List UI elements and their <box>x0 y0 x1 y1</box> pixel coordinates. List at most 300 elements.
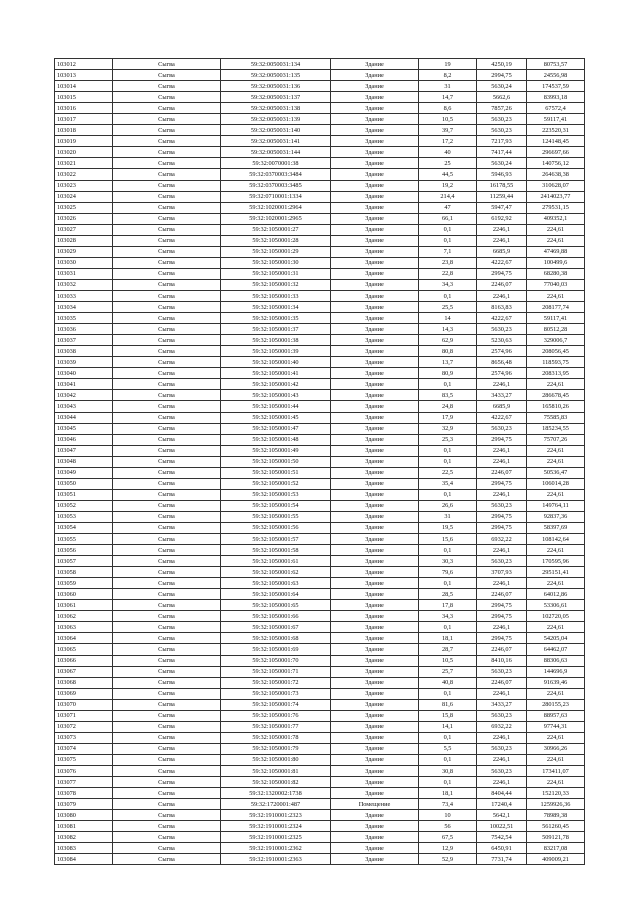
locality-cell: Сыгва <box>113 224 221 235</box>
row-number-cell: 103043 <box>55 401 113 412</box>
object-type-cell: Здание <box>331 732 419 743</box>
row-number-cell: 103025 <box>55 202 113 213</box>
area-cell: 17,9 <box>419 412 477 423</box>
cadastral-number-cell: 59:32:1050001:62 <box>221 567 331 578</box>
row-number-cell: 103053 <box>55 511 113 522</box>
cadastral-value-cell: 208313,95 <box>527 368 585 379</box>
row-number-cell: 103061 <box>55 600 113 611</box>
area-cell: 0,1 <box>419 489 477 500</box>
unit-value-cell: 2994,75 <box>477 600 527 611</box>
cadastral-number-cell: 59:32:1050001:28 <box>221 235 331 246</box>
cadastral-number-cell: 59:32:1910001:2324 <box>221 821 331 832</box>
cadastral-number-cell: 59:32:1050001:78 <box>221 732 331 743</box>
unit-value-cell: 2574,96 <box>477 346 527 357</box>
area-cell: 25 <box>419 158 477 169</box>
row-number-cell: 103034 <box>55 302 113 313</box>
object-type-cell: Здание <box>331 578 419 589</box>
row-number-cell: 103070 <box>55 699 113 710</box>
row-number-cell: 103048 <box>55 456 113 467</box>
row-number-cell: 103030 <box>55 257 113 268</box>
unit-value-cell: 2994,75 <box>477 434 527 445</box>
row-number-cell: 103045 <box>55 423 113 434</box>
area-cell: 17,2 <box>419 136 477 147</box>
object-type-cell: Здание <box>331 191 419 202</box>
cadastral-number-cell: 59:32:1050001:29 <box>221 246 331 257</box>
area-cell: 28,5 <box>419 589 477 600</box>
unit-value-cell: 5946,93 <box>477 169 527 180</box>
area-cell: 10,5 <box>419 114 477 125</box>
unit-value-cell: 4222,67 <box>477 412 527 423</box>
locality-cell: Сыгва <box>113 556 221 567</box>
object-type-cell: Здание <box>331 743 419 754</box>
cadastral-value-cell: 78989,38 <box>527 810 585 821</box>
unit-value-cell: 5230,63 <box>477 335 527 346</box>
row-number-cell: 103065 <box>55 644 113 655</box>
cadastral-number-cell: 59:32:1050001:31 <box>221 268 331 279</box>
row-number-cell: 103031 <box>55 268 113 279</box>
table-row <box>55 147 585 158</box>
row-number-cell: 103024 <box>55 191 113 202</box>
row-number-cell: 103063 <box>55 622 113 633</box>
row-number-cell: 103023 <box>55 180 113 191</box>
locality-cell: Сыгва <box>113 213 221 224</box>
row-number-cell: 103064 <box>55 633 113 644</box>
area-cell: 22,5 <box>419 467 477 478</box>
cadastral-value-cell: 75707,26 <box>527 434 585 445</box>
unit-value-cell: 7542,54 <box>477 832 527 843</box>
unit-value-cell: 6932,22 <box>477 534 527 545</box>
row-number-cell: 103033 <box>55 290 113 301</box>
cadastral-number-cell: 59:32:0050031:138 <box>221 103 331 114</box>
unit-value-cell: 5630,23 <box>477 556 527 567</box>
area-cell: 0,1 <box>419 456 477 467</box>
unit-value-cell: 6685,9 <box>477 246 527 257</box>
table-row <box>55 125 585 136</box>
locality-cell: Сыгва <box>113 489 221 500</box>
unit-value-cell: 2994,75 <box>477 522 527 533</box>
locality-cell: Сыгва <box>113 710 221 721</box>
cadastral-value-cell: 561260,45 <box>527 821 585 832</box>
area-cell: 8,2 <box>419 70 477 81</box>
locality-cell: Сыгва <box>113 854 221 865</box>
unit-value-cell: 6192,92 <box>477 213 527 224</box>
unit-value-cell: 5630,23 <box>477 710 527 721</box>
cadastral-number-cell: 59:32:1050001:33 <box>221 290 331 301</box>
table-row <box>55 578 585 589</box>
area-cell: 14,1 <box>419 721 477 732</box>
unit-value-cell: 7731,74 <box>477 854 527 865</box>
area-cell: 30,3 <box>419 556 477 567</box>
cadastral-value-cell: 102720,05 <box>527 611 585 622</box>
table-row <box>55 688 585 699</box>
unit-value-cell: 2246,1 <box>477 235 527 246</box>
area-cell: 62,9 <box>419 335 477 346</box>
unit-value-cell: 2246,07 <box>477 279 527 290</box>
unit-value-cell: 2246,1 <box>477 489 527 500</box>
table-row <box>55 445 585 456</box>
cadastral-value-cell: 59117,41 <box>527 313 585 324</box>
area-cell: 19,2 <box>419 180 477 191</box>
locality-cell: Сыгва <box>113 114 221 125</box>
table-row <box>55 158 585 169</box>
table-row <box>55 401 585 412</box>
cadastral-number-cell: 59:32:1050001:82 <box>221 777 331 788</box>
locality-cell: Сыгва <box>113 699 221 710</box>
object-type-cell: Здание <box>331 169 419 180</box>
locality-cell: Сыгва <box>113 843 221 854</box>
cadastral-value-cell: 47469,88 <box>527 246 585 257</box>
object-type-cell: Здание <box>331 224 419 235</box>
locality-cell: Сыгва <box>113 777 221 788</box>
row-number-cell: 103041 <box>55 379 113 390</box>
object-type-cell: Здание <box>331 545 419 556</box>
table-row <box>55 622 585 633</box>
cadastral-value-cell: 329006,7 <box>527 335 585 346</box>
table-row <box>55 279 585 290</box>
row-number-cell: 103071 <box>55 710 113 721</box>
table-row <box>55 412 585 423</box>
area-cell: 56 <box>419 821 477 832</box>
cadastral-number-cell: 59:32:1050001:35 <box>221 313 331 324</box>
table-row <box>55 644 585 655</box>
object-type-cell: Здание <box>331 644 419 655</box>
locality-cell: Сыгва <box>113 290 221 301</box>
area-cell: 19 <box>419 59 477 70</box>
row-number-cell: 103012 <box>55 59 113 70</box>
locality-cell: Сыгва <box>113 246 221 257</box>
cadastral-number-cell: 59:32:1050001:39 <box>221 346 331 357</box>
row-number-cell: 103080 <box>55 810 113 821</box>
object-type-cell: Здание <box>331 434 419 445</box>
row-number-cell: 103067 <box>55 666 113 677</box>
area-cell: 25,5 <box>419 302 477 313</box>
area-cell: 80,9 <box>419 368 477 379</box>
object-type-cell: Здание <box>331 412 419 423</box>
cadastral-value-cell: 97744,31 <box>527 721 585 732</box>
row-number-cell: 103051 <box>55 489 113 500</box>
object-type-cell: Здание <box>331 766 419 777</box>
table-row <box>55 180 585 191</box>
object-type-cell: Здание <box>331 445 419 456</box>
table-row <box>55 434 585 445</box>
cadastral-value-table <box>54 58 585 865</box>
locality-cell: Сыгва <box>113 390 221 401</box>
table-row <box>55 324 585 335</box>
area-cell: 80,8 <box>419 346 477 357</box>
unit-value-cell: 2246,1 <box>477 445 527 456</box>
unit-value-cell: 5630,24 <box>477 158 527 169</box>
area-cell: 66,1 <box>419 213 477 224</box>
cadastral-value-cell: 100499,6 <box>527 257 585 268</box>
cadastral-number-cell: 59:32:1910001:2362 <box>221 843 331 854</box>
row-number-cell: 103044 <box>55 412 113 423</box>
cadastral-number-cell: 59:32:0370003:3485 <box>221 180 331 191</box>
unit-value-cell: 2246,1 <box>477 224 527 235</box>
row-number-cell: 103058 <box>55 567 113 578</box>
object-type-cell: Здание <box>331 556 419 567</box>
table-row <box>55 710 585 721</box>
area-cell: 23,8 <box>419 257 477 268</box>
cadastral-value-cell: 83217,08 <box>527 843 585 854</box>
table-body <box>55 59 585 865</box>
cadastral-value-cell: 296697,66 <box>527 147 585 158</box>
table-row <box>55 114 585 125</box>
cadastral-number-cell: 59:32:1020001:2965 <box>221 213 331 224</box>
cadastral-value-cell: 140756,12 <box>527 158 585 169</box>
cadastral-number-cell: 59:32:1720001:487 <box>221 799 331 810</box>
cadastral-number-cell: 59:32:1050001:40 <box>221 357 331 368</box>
cadastral-value-cell: 58397,69 <box>527 522 585 533</box>
unit-value-cell: 2246,1 <box>477 456 527 467</box>
locality-cell: Сыгва <box>113 611 221 622</box>
area-cell: 81,6 <box>419 699 477 710</box>
object-type-cell: Здание <box>331 103 419 114</box>
cadastral-value-cell: 124148,45 <box>527 136 585 147</box>
locality-cell: Сыгва <box>113 766 221 777</box>
row-number-cell: 103019 <box>55 136 113 147</box>
object-type-cell: Здание <box>331 655 419 666</box>
locality-cell: Сыгва <box>113 644 221 655</box>
object-type-cell: Здание <box>331 423 419 434</box>
cadastral-value-cell: 224,61 <box>527 224 585 235</box>
unit-value-cell: 2246,1 <box>477 622 527 633</box>
cadastral-number-cell: 59:32:1050001:81 <box>221 766 331 777</box>
row-number-cell: 103013 <box>55 70 113 81</box>
cadastral-number-cell: 59:32:1050001:47 <box>221 423 331 434</box>
locality-cell: Сыгва <box>113 788 221 799</box>
table-row <box>55 246 585 257</box>
locality-cell: Сыгва <box>113 677 221 688</box>
area-cell: 34,3 <box>419 279 477 290</box>
row-number-cell: 103036 <box>55 324 113 335</box>
cadastral-value-cell: 409009,21 <box>527 854 585 865</box>
object-type-cell: Здание <box>331 390 419 401</box>
cadastral-number-cell: 59:32:1050001:56 <box>221 522 331 533</box>
table-row <box>55 611 585 622</box>
cadastral-value-cell: 173411,07 <box>527 766 585 777</box>
unit-value-cell: 2246,1 <box>477 379 527 390</box>
locality-cell: Сыгва <box>113 500 221 511</box>
row-number-cell: 103081 <box>55 821 113 832</box>
area-cell: 5,5 <box>419 743 477 754</box>
cadastral-value-cell: 310628,07 <box>527 180 585 191</box>
object-type-cell: Здание <box>331 335 419 346</box>
cadastral-number-cell: 59:32:1050001:79 <box>221 743 331 754</box>
cadastral-value-cell: 224,61 <box>527 379 585 390</box>
cadastral-number-cell: 59:32:0050031:137 <box>221 92 331 103</box>
locality-cell: Сыгва <box>113 821 221 832</box>
cadastral-number-cell: 59:32:0050031:134 <box>221 59 331 70</box>
cadastral-value-cell: 106014,28 <box>527 478 585 489</box>
area-cell: 24,8 <box>419 401 477 412</box>
locality-cell: Сыгва <box>113 754 221 765</box>
area-cell: 73,4 <box>419 799 477 810</box>
unit-value-cell: 4222,67 <box>477 313 527 324</box>
area-cell: 32,9 <box>419 423 477 434</box>
locality-cell: Сыгва <box>113 434 221 445</box>
area-cell: 31 <box>419 81 477 92</box>
cadastral-number-cell: 59:32:1050001:70 <box>221 655 331 666</box>
table-row <box>55 788 585 799</box>
unit-value-cell: 10022,51 <box>477 821 527 832</box>
table-row <box>55 721 585 732</box>
table-row <box>55 59 585 70</box>
table-row <box>55 556 585 567</box>
cadastral-number-cell: 59:32:1050001:65 <box>221 600 331 611</box>
row-number-cell: 103075 <box>55 754 113 765</box>
cadastral-number-cell: 59:32:1050001:57 <box>221 534 331 545</box>
cadastral-value-cell: 224,61 <box>527 489 585 500</box>
unit-value-cell: 2246,07 <box>477 467 527 478</box>
cadastral-value-cell: 1259926,36 <box>527 799 585 810</box>
cadastral-number-cell: 59:32:1050001:42 <box>221 379 331 390</box>
object-type-cell: Здание <box>331 114 419 125</box>
table-row <box>55 589 585 600</box>
cadastral-number-cell: 59:32:0050031:139 <box>221 114 331 125</box>
locality-cell: Сыгва <box>113 401 221 412</box>
area-cell: 214,4 <box>419 191 477 202</box>
object-type-cell: Здание <box>331 854 419 865</box>
area-cell: 15,8 <box>419 710 477 721</box>
locality-cell: Сыгва <box>113 158 221 169</box>
cadastral-value-cell: 509121,78 <box>527 832 585 843</box>
locality-cell: Сыгва <box>113 545 221 556</box>
locality-cell: Сыгва <box>113 534 221 545</box>
table-row <box>55 832 585 843</box>
cadastral-number-cell: 59:32:1050001:73 <box>221 688 331 699</box>
unit-value-cell: 2246,07 <box>477 589 527 600</box>
table-row <box>55 821 585 832</box>
cadastral-number-cell: 59:32:0050031:136 <box>221 81 331 92</box>
row-number-cell: 103068 <box>55 677 113 688</box>
row-number-cell: 103062 <box>55 611 113 622</box>
cadastral-value-cell: 144696,9 <box>527 666 585 677</box>
object-type-cell: Здание <box>331 699 419 710</box>
cadastral-number-cell: 59:32:1050001:44 <box>221 401 331 412</box>
cadastral-value-cell: 409352,1 <box>527 213 585 224</box>
area-cell: 40,8 <box>419 677 477 688</box>
object-type-cell: Здание <box>331 777 419 788</box>
unit-value-cell: 8656,48 <box>477 357 527 368</box>
area-cell: 14 <box>419 313 477 324</box>
object-type-cell: Здание <box>331 290 419 301</box>
table-row <box>55 191 585 202</box>
table-row <box>55 379 585 390</box>
locality-cell: Сыгва <box>113 578 221 589</box>
table-row <box>55 81 585 92</box>
object-type-cell: Здание <box>331 710 419 721</box>
area-cell: 12,9 <box>419 843 477 854</box>
cadastral-value-cell: 185234,55 <box>527 423 585 434</box>
cadastral-number-cell: 59:32:1050001:38 <box>221 335 331 346</box>
object-type-cell: Здание <box>331 268 419 279</box>
cadastral-value-cell: 108142,64 <box>527 534 585 545</box>
area-cell: 7,1 <box>419 246 477 257</box>
cadastral-value-cell: 224,61 <box>527 732 585 743</box>
unit-value-cell: 2246,1 <box>477 754 527 765</box>
cadastral-number-cell: 59:32:0050031:135 <box>221 70 331 81</box>
locality-cell: Сыгва <box>113 191 221 202</box>
unit-value-cell: 5662,6 <box>477 92 527 103</box>
area-cell: 10,5 <box>419 655 477 666</box>
object-type-cell: Здание <box>331 147 419 158</box>
unit-value-cell: 8163,83 <box>477 302 527 313</box>
locality-cell: Сыгва <box>113 633 221 644</box>
row-number-cell: 103079 <box>55 799 113 810</box>
row-number-cell: 103057 <box>55 556 113 567</box>
cadastral-value-cell: 224,61 <box>527 290 585 301</box>
cadastral-number-cell: 59:32:1050001:54 <box>221 500 331 511</box>
locality-cell: Сыгва <box>113 511 221 522</box>
object-type-cell: Здание <box>331 92 419 103</box>
object-type-cell: Здание <box>331 125 419 136</box>
unit-value-cell: 8404,44 <box>477 788 527 799</box>
unit-value-cell: 2246,1 <box>477 578 527 589</box>
table-row <box>55 478 585 489</box>
row-number-cell: 103046 <box>55 434 113 445</box>
locality-cell: Сыгва <box>113 655 221 666</box>
table-row <box>55 136 585 147</box>
locality-cell: Сыгва <box>113 688 221 699</box>
area-cell: 15,6 <box>419 534 477 545</box>
cadastral-number-cell: 59:32:0050031:141 <box>221 136 331 147</box>
object-type-cell: Здание <box>331 158 419 169</box>
area-cell: 19,5 <box>419 522 477 533</box>
cadastral-value-cell: 88306,63 <box>527 655 585 666</box>
unit-value-cell: 16178,55 <box>477 180 527 191</box>
locality-cell: Сыгва <box>113 313 221 324</box>
table-row <box>55 235 585 246</box>
row-number-cell: 103084 <box>55 854 113 865</box>
table-row <box>55 390 585 401</box>
area-cell: 0,1 <box>419 290 477 301</box>
object-type-cell: Здание <box>331 180 419 191</box>
cadastral-value-cell: 54205,04 <box>527 633 585 644</box>
table-row <box>55 268 585 279</box>
cadastral-value-cell: 224,61 <box>527 688 585 699</box>
area-cell: 79,6 <box>419 567 477 578</box>
object-type-cell: Здание <box>331 456 419 467</box>
cadastral-number-cell: 59:32:0370003:3484 <box>221 169 331 180</box>
object-type-cell: Здание <box>331 600 419 611</box>
table-row <box>55 522 585 533</box>
row-number-cell: 103078 <box>55 788 113 799</box>
unit-value-cell: 5642,1 <box>477 810 527 821</box>
cadastral-value-cell: 208177,74 <box>527 302 585 313</box>
locality-cell: Сыгва <box>113 721 221 732</box>
unit-value-cell: 4250,19 <box>477 59 527 70</box>
object-type-cell: Здание <box>331 677 419 688</box>
locality-cell: Сыгва <box>113 522 221 533</box>
locality-cell: Сыгва <box>113 125 221 136</box>
cadastral-value-cell: 64012,86 <box>527 589 585 600</box>
cadastral-number-cell: 59:32:1050001:61 <box>221 556 331 567</box>
cadastral-value-cell: 279531,15 <box>527 202 585 213</box>
object-type-cell: Здание <box>331 511 419 522</box>
table-row <box>55 313 585 324</box>
locality-cell: Сыгва <box>113 180 221 191</box>
area-cell: 44,5 <box>419 169 477 180</box>
object-type-cell: Здание <box>331 567 419 578</box>
area-cell: 25,3 <box>419 434 477 445</box>
row-number-cell: 103055 <box>55 534 113 545</box>
cadastral-number-cell: 59:32:1050001:41 <box>221 368 331 379</box>
row-number-cell: 103014 <box>55 81 113 92</box>
row-number-cell: 103066 <box>55 655 113 666</box>
object-type-cell: Здание <box>331 313 419 324</box>
table-row <box>55 534 585 545</box>
row-number-cell: 103029 <box>55 246 113 257</box>
